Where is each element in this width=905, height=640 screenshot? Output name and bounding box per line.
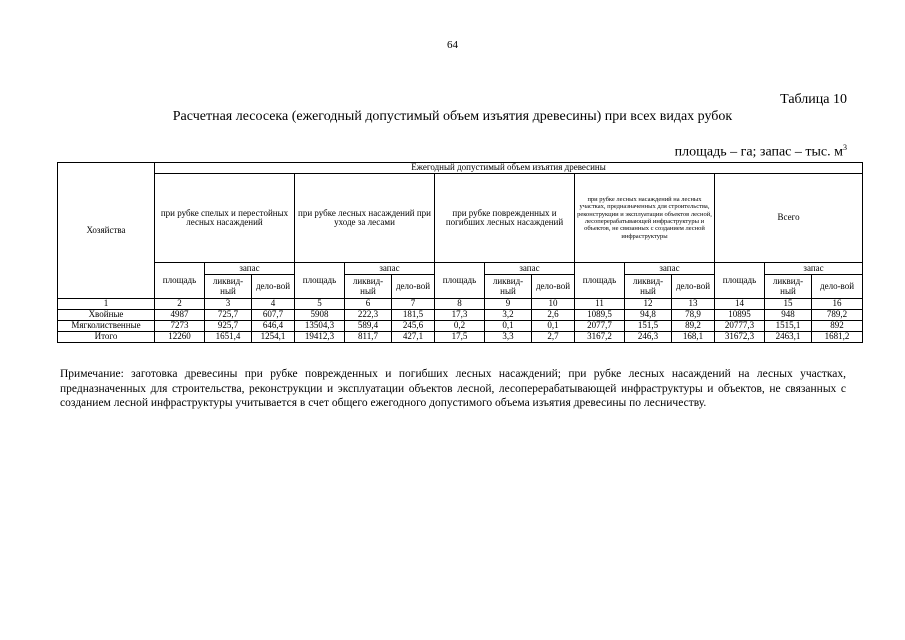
area-header: площадь [295, 263, 345, 299]
table-cell: 789,2 [812, 310, 863, 321]
units-superscript: 3 [843, 143, 847, 152]
page-number: 64 [447, 39, 458, 51]
area-header: площадь [575, 263, 625, 299]
table-cell: 948 [765, 310, 812, 321]
area-header: площадь [435, 263, 485, 299]
column-number: 9 [485, 299, 532, 310]
stock-header: запас [345, 263, 435, 275]
table-cell: 2077,7 [575, 321, 625, 332]
table-cell: 94,8 [625, 310, 672, 321]
table-cell: 607,7 [252, 310, 295, 321]
table-cell: 20777,3 [715, 321, 765, 332]
row-label: Итого [58, 332, 155, 343]
table-cell: 2,7 [532, 332, 575, 343]
liquid-header: ликвид-ный [345, 275, 392, 299]
column-number: 16 [812, 299, 863, 310]
table-row-total [58, 332, 863, 343]
area-header: площадь [155, 263, 205, 299]
table-cell: 78,9 [672, 310, 715, 321]
table-cell: 246,3 [625, 332, 672, 343]
document-title: Расчетная лесосека (ежегодный допустимый объем изъятия древесины) при всех видах рубок [172, 109, 733, 124]
table-cell: 427,1 [392, 332, 435, 343]
group-header-total: Всего [715, 174, 863, 263]
table-cell: 2,6 [532, 310, 575, 321]
row-label: Хвойные [58, 310, 155, 321]
table-cell: 892 [812, 321, 863, 332]
business-header: дело-вой [532, 275, 575, 299]
table-cell: 2463,1 [765, 332, 812, 343]
top-header: Ежегодный допустимый объем изъятия древесины [155, 163, 863, 174]
table-cell: 19412,3 [295, 332, 345, 343]
table-cell: 17,3 [435, 310, 485, 321]
group-header-thinning: при рубке лесных насаждений при уходе за лесами [295, 174, 435, 263]
column-number: 8 [435, 299, 485, 310]
column-number: 14 [715, 299, 765, 310]
table-cell: 3,3 [485, 332, 532, 343]
column-number: 13 [672, 299, 715, 310]
liquid-header: ликвид-ный [205, 275, 252, 299]
table-cell: 5908 [295, 310, 345, 321]
stock-header: запас [485, 263, 575, 275]
column-number: 3 [205, 299, 252, 310]
table-cell: 0,1 [532, 321, 575, 332]
row-label: Мягколиственные [58, 321, 155, 332]
table-cell: 589,4 [345, 321, 392, 332]
column-number: 6 [345, 299, 392, 310]
column-number: 12 [625, 299, 672, 310]
stock-header: запас [765, 263, 863, 275]
group-header-construction: при рубке лесных насаждений на лесных участках, предназначенных для строительства, реконструкции и эксплуатации объектов лесной, лесоперерабатывающей инфраструктуры и объектов, не связанных с созданием лесной инфраструктуры [575, 174, 715, 263]
group-header-damaged: при рубке поврежденных и погибших лесных насаждений [435, 174, 575, 263]
table-cell: 646,4 [252, 321, 295, 332]
stock-header: запас [625, 263, 715, 275]
footnote: Примечание: заготовка древесины при рубке поврежденных и погибших лесных насаждений; при рубке лесных насаждений на лесных участках, предназначенных для строительства, реконструкции и эксплуатации объектов лесной, лесоперерабатывающей инфраструктуры и объектов, не связанных с созданием лесной инфраструктуры учитывается в счет общего ежегодного допустимого объема изъятия древесины по лесничеству. [60, 368, 846, 409]
stock-header: запас [205, 263, 295, 275]
table-cell: 0,1 [485, 321, 532, 332]
column-number: 2 [155, 299, 205, 310]
table-cell: 1681,2 [812, 332, 863, 343]
table-cell: 725,7 [205, 310, 252, 321]
table-cell: 245,6 [392, 321, 435, 332]
table-cell: 1651,4 [205, 332, 252, 343]
table-cell: 17,5 [435, 332, 485, 343]
table-cell: 31672,3 [715, 332, 765, 343]
business-header: дело-вой [252, 275, 295, 299]
table-cell: 151,5 [625, 321, 672, 332]
column-number: 11 [575, 299, 625, 310]
liquid-header: ликвид-ный [485, 275, 532, 299]
business-header: дело-вой [392, 275, 435, 299]
column-number: 15 [765, 299, 812, 310]
table-label: Таблица 10 [780, 92, 847, 107]
table-cell: 3167,2 [575, 332, 625, 343]
business-header: дело-вой [812, 275, 863, 299]
table-cell: 13504,3 [295, 321, 345, 332]
harvest-table [57, 162, 863, 343]
table-cell: 10895 [715, 310, 765, 321]
column-number: 10 [532, 299, 575, 310]
column-number: 1 [58, 299, 155, 310]
table-cell: 4987 [155, 310, 205, 321]
group-header-mature: при рубке спелых и перестойных лесных насаждений [155, 174, 295, 263]
business-header: дело-вой [672, 275, 715, 299]
table-cell: 1089,5 [575, 310, 625, 321]
table-row-softwood [58, 321, 863, 332]
table-cell: 7273 [155, 321, 205, 332]
table-cell: 181,5 [392, 310, 435, 321]
table-cell: 811,7 [345, 332, 392, 343]
column-number: 5 [295, 299, 345, 310]
units-text: площадь – га; запас – тыс. м [674, 144, 843, 160]
table-cell: 168,1 [672, 332, 715, 343]
table-cell: 1254,1 [252, 332, 295, 343]
farm-header: Хозяйства [58, 163, 155, 299]
table-cell: 925,7 [205, 321, 252, 332]
table-cell: 3,2 [485, 310, 532, 321]
liquid-header: ликвид-ный [765, 275, 812, 299]
area-header: площадь [715, 263, 765, 299]
table-cell: 12260 [155, 332, 205, 343]
units-caption [675, 143, 847, 161]
table-cell: 1515,1 [765, 321, 812, 332]
table-cell: 0,2 [435, 321, 485, 332]
table-cell: 89,2 [672, 321, 715, 332]
liquid-header: ликвид-ный [625, 275, 672, 299]
column-number: 7 [392, 299, 435, 310]
column-number: 4 [252, 299, 295, 310]
table-row-coniferous [58, 310, 863, 321]
column-number-row [58, 299, 863, 310]
table-cell: 222,3 [345, 310, 392, 321]
